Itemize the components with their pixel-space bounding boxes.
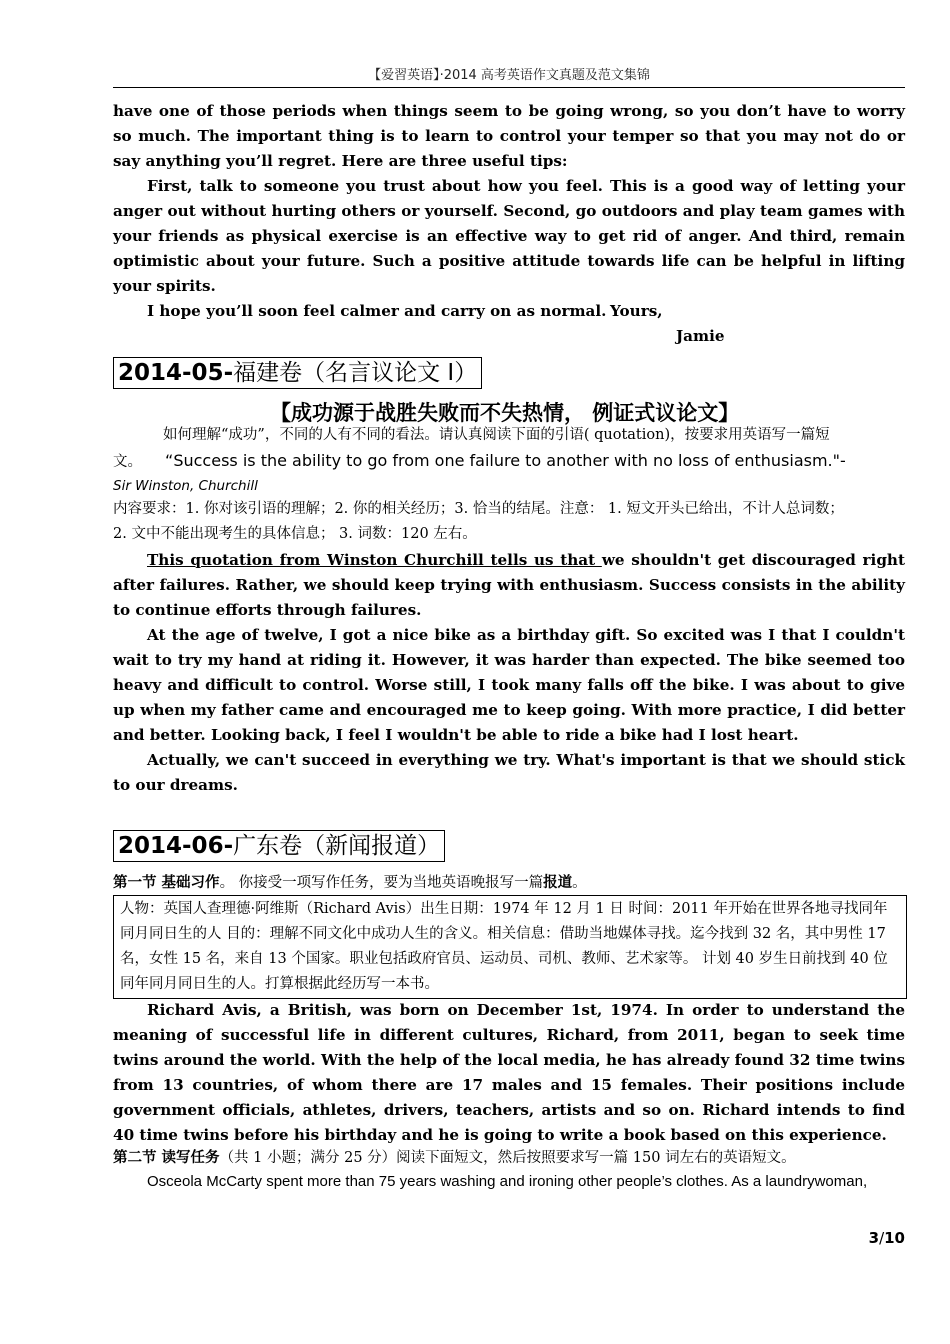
section-year: 2014-05- bbox=[118, 360, 234, 386]
page-number bbox=[869, 1229, 905, 1247]
essay-paragraph: At the age of twelve, I got a nice bike as a birthday gift. So excited was I that I couldn't wait to try my hand at riding it. However, it was harder than expected. The bike seemed too heavy and difficult to control. Worse still, I took many falls off the bike. I was about to give up when my father came and encouraged me to keep going. With more practice, I did better and better. Looking back, I feel I wouldn't be able to ride a bike had I lost heart. bbox=[113, 626, 905, 744]
letter-paragraph: have one of those periods when things seem to be going wrong, so you don’t have to worry so much. The important thing is to learn to control your temper so that you may not do or say anything you’ll regret. Here are three useful tips: bbox=[113, 102, 905, 170]
part2-heading bbox=[113, 1147, 905, 1169]
essay-lead-underlined: This quotation from Winston Churchill tells us that bbox=[147, 551, 602, 569]
part1-bold-word: 报道 bbox=[543, 875, 573, 891]
essay-guangdong bbox=[113, 998, 905, 1148]
section-subtitle: 【成功源于战胜失败而不失热情， 例证式议论文】 bbox=[270, 401, 740, 425]
reading-passage bbox=[113, 1170, 905, 1194]
page-header: 【爱習英语】·2014 高考英语作文真题及范文集锦 bbox=[113, 64, 905, 88]
reading-first-line: Osceola McCarty spent more than 75 years washing and ironing other people’s clothes. As a laundrywoman, bbox=[147, 1173, 868, 1190]
section-heading-guangdong bbox=[113, 830, 445, 862]
letter-signature: Jamie bbox=[676, 327, 725, 345]
part1-label: 第一节 基础习作 bbox=[113, 875, 220, 891]
section-heading-fujian bbox=[113, 357, 482, 389]
requirements-line: 2. 文中不能出现考生的具体信息； 3. 词数：120 左右。 bbox=[113, 526, 477, 542]
section-title: 福建卷（名言议论文 I） bbox=[233, 360, 478, 386]
section-title: 广东卷（新闻报道） bbox=[233, 833, 441, 859]
part1-heading bbox=[113, 872, 905, 894]
essay-text: we shouldn't get discouraged right after failures. Rather, we should keep trying with enthusiasm. Success consists in the ability to continue efforts through failures. bbox=[113, 551, 905, 619]
essay-fujian bbox=[113, 548, 905, 798]
page-current: 3 bbox=[868, 1229, 880, 1247]
quote-author: Sir Winston, Churchill bbox=[113, 478, 258, 494]
letter-end bbox=[113, 99, 905, 324]
page-separator: / bbox=[879, 1229, 885, 1247]
letter-closing: Yours, bbox=[610, 302, 663, 320]
requirements-line: 内容要求：1. 你对该引语的理解；2. 你的相关经历；3. 恰当的结尾。注意： 1. 短文开头已给出，不计人总词数； bbox=[113, 501, 844, 517]
section-year: 2014-06- bbox=[118, 833, 234, 859]
part1-end: 。 bbox=[572, 875, 587, 891]
part1-text: 。 你接受一项写作任务，要为当地英语晚报写一篇 bbox=[219, 875, 544, 891]
prompt-block bbox=[113, 422, 905, 547]
essay-paragraph: Actually, we can't succeed in everything we try. What's important is that we should stick to our dreams. bbox=[113, 751, 905, 794]
letter-paragraph: I hope you’ll soon feel calmer and carry on as normal. bbox=[147, 302, 607, 320]
quotation: “Success is the ability to go from one failure to another with no loss of enthusiasm."- bbox=[165, 451, 846, 470]
info-box: 人物：英国人查理德·阿维斯（Richard Avis）出生日期：1974 年 12 月 1 日 时间：2011 年开始在世界各地寻找同年同月同日生的人 目的：理解不同文化中成功人生的含义。相关信息：借助当地媒体寻找。迄今找到 32 名，其中男性 17 名，女性 15 名，来自 13 个国家。职业包括政府官员、运动员、司机、教师、艺术家等。 计划 40 岁生日前找到 40 位同年同月同日生的人。打算根据此经历写一本书。 bbox=[113, 895, 907, 999]
page-total: 10 bbox=[884, 1229, 905, 1247]
part2-text: （共 1 小题；满分 25 分）阅读下面短文，然后按照要求写一篇 150 词左右的英语短文。 bbox=[219, 1150, 796, 1166]
part2-label: 第二节 读写任务 bbox=[113, 1150, 220, 1166]
prompt-intro: 如何理解“成功”，不同的人有不同的看法。请认真阅读下面的引语( quotation)，按要求用英语写一篇短文。 bbox=[113, 427, 830, 470]
essay-paragraph: Richard Avis, a British, was born on December 1st, 1974. In order to understand the meaning of successful life in different cultures, Richard, from 2011, began to seek time twins around the world. With the help of the local media, he has already found 32 time twins from 13 countries, of whom there are 17 males and 15 females. Their positions include government officials, athletes, drivers, teachers, artists and so on. Richard intends to find 40 time twins before his birthday and he is going to write a book based on this experience. bbox=[113, 1001, 905, 1144]
letter-paragraph: First, talk to someone you trust about how you feel. This is a good way of letting your anger out without hurting others or yourself. Second, go outdoors and play team games with your friends as physical exercise is an effective way to get rid of anger. And third, remain optimistic about your future. Such a positive attitude towards life can be helpful in lifting your spirits. bbox=[113, 177, 905, 295]
